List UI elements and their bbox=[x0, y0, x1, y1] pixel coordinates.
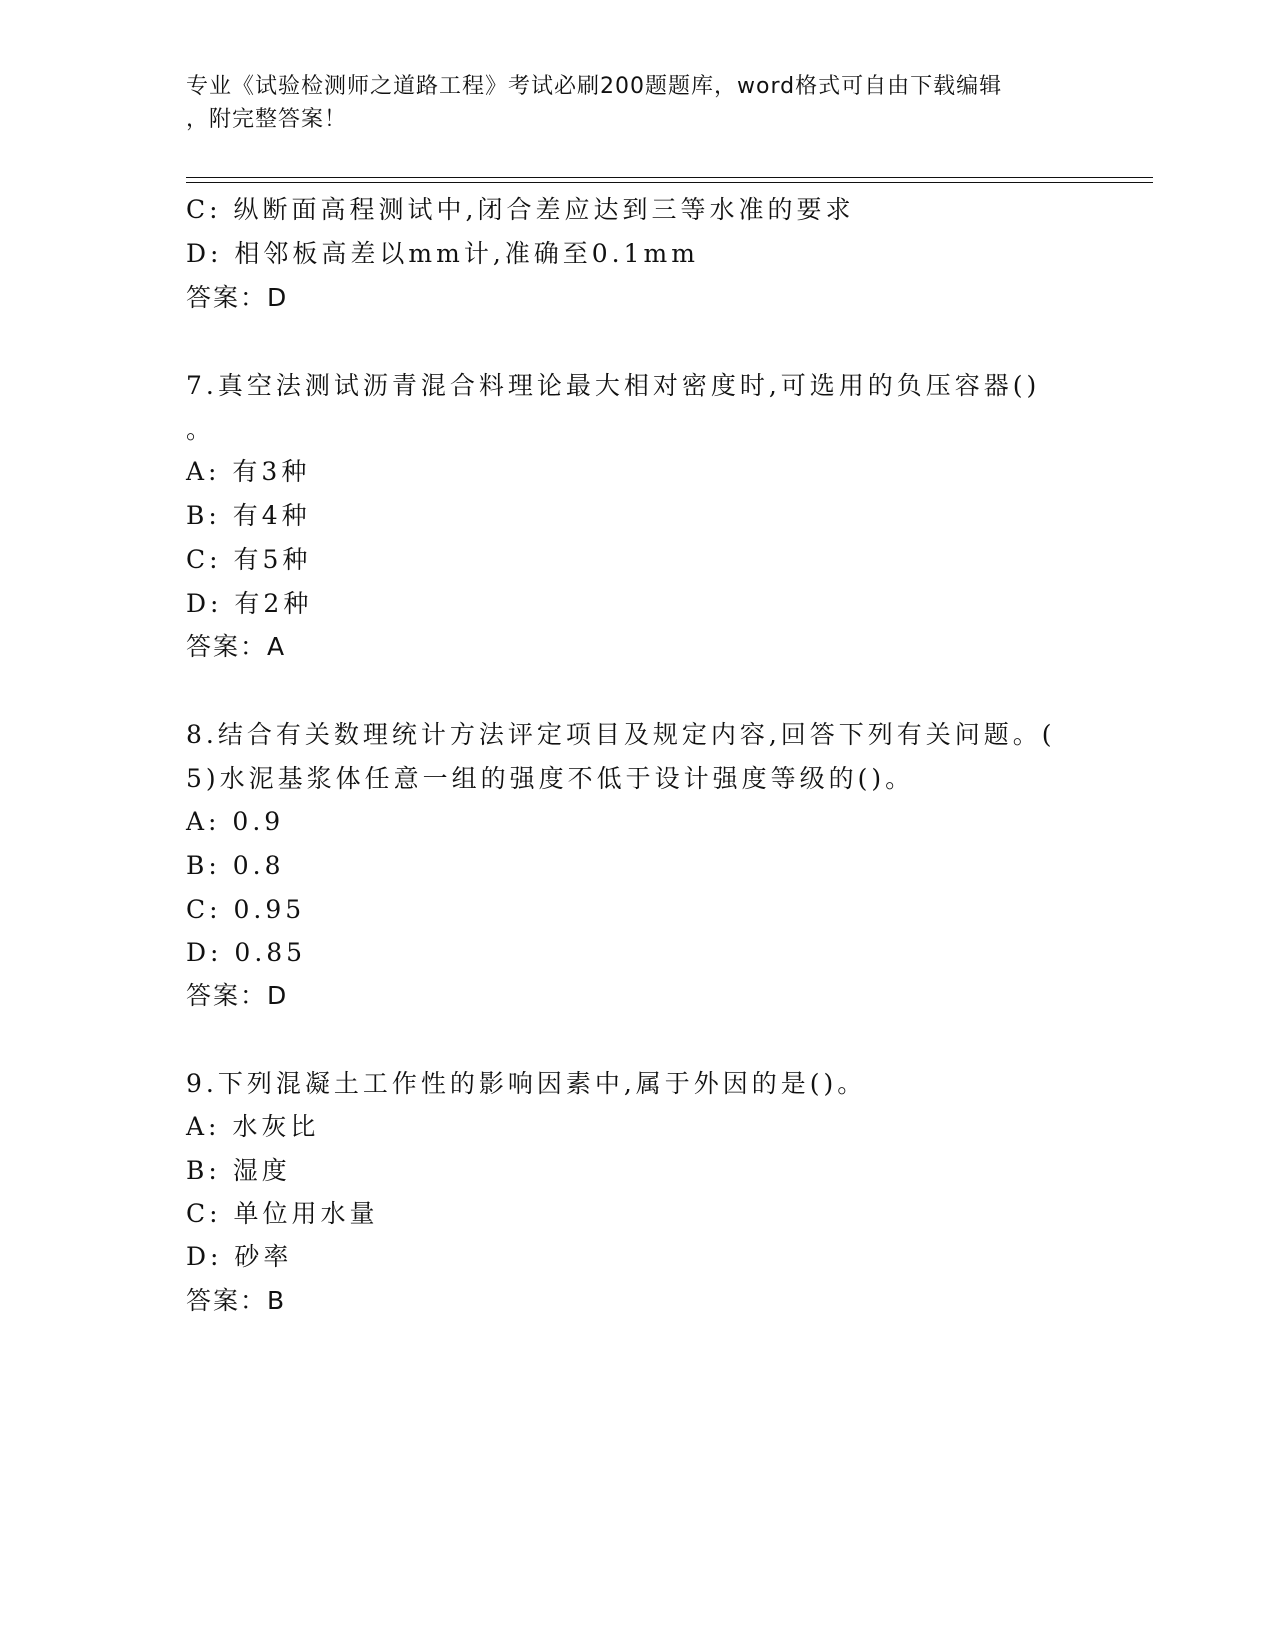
q8-answer: 答案：D bbox=[186, 981, 289, 1010]
q9-answer: 答案：B bbox=[186, 1286, 287, 1315]
header-title-line-2: ，附完整答案！ bbox=[186, 107, 348, 132]
q8-option-d: D: 0.85 bbox=[186, 938, 307, 967]
q9-option-b: B: 湿度 bbox=[186, 1156, 291, 1185]
q6-option-c: C: 纵断面高程测试中,闭合差应达到三等水准的要求 bbox=[186, 195, 855, 224]
header-title-line-1: 专业《试验检测师之道路工程》考试必刷200题题库，word格式可自由下载编辑 bbox=[186, 74, 1003, 99]
q7-option-c: C: 有5种 bbox=[186, 545, 312, 574]
q9-option-d: D: 砂率 bbox=[186, 1242, 293, 1271]
q7-answer: 答案：A bbox=[186, 632, 287, 661]
header-rule-top bbox=[186, 177, 1153, 178]
header-rule-bottom bbox=[186, 182, 1153, 183]
q8-stem-line-2: 5)水泥基浆体任意一组的强度不低于设计强度等级的()。 bbox=[186, 764, 915, 793]
q6-option-d: D: 相邻板高差以mm计,准确至0.1mm bbox=[186, 239, 699, 268]
q9-option-c: C: 单位用水量 bbox=[186, 1199, 379, 1228]
document-header bbox=[186, 70, 1086, 136]
q7-option-b: B: 有4种 bbox=[186, 501, 311, 530]
q7-stem-line-1: 7.真空法测试沥青混合料理论最大相对密度时,可选用的负压容器() bbox=[186, 371, 1041, 400]
q7-stem-line-2: 。 bbox=[186, 415, 216, 444]
q8-stem-line-1: 8.结合有关数理统计方法评定项目及规定内容,回答下列有关问题。( bbox=[186, 720, 1056, 749]
q7-option-a: A: 有3种 bbox=[186, 457, 311, 486]
q8-option-c: C: 0.95 bbox=[186, 895, 306, 924]
q6-answer: 答案：D bbox=[186, 283, 289, 312]
q7-option-d: D: 有2种 bbox=[186, 589, 313, 618]
q8-option-b: B: 0.8 bbox=[186, 851, 285, 880]
q8-option-a: A: 0.9 bbox=[186, 807, 285, 836]
q9-option-a: A: 水灰比 bbox=[186, 1112, 320, 1141]
q9-stem-line-1: 9.下列混凝土工作性的影响因素中,属于外因的是()。 bbox=[186, 1069, 867, 1098]
